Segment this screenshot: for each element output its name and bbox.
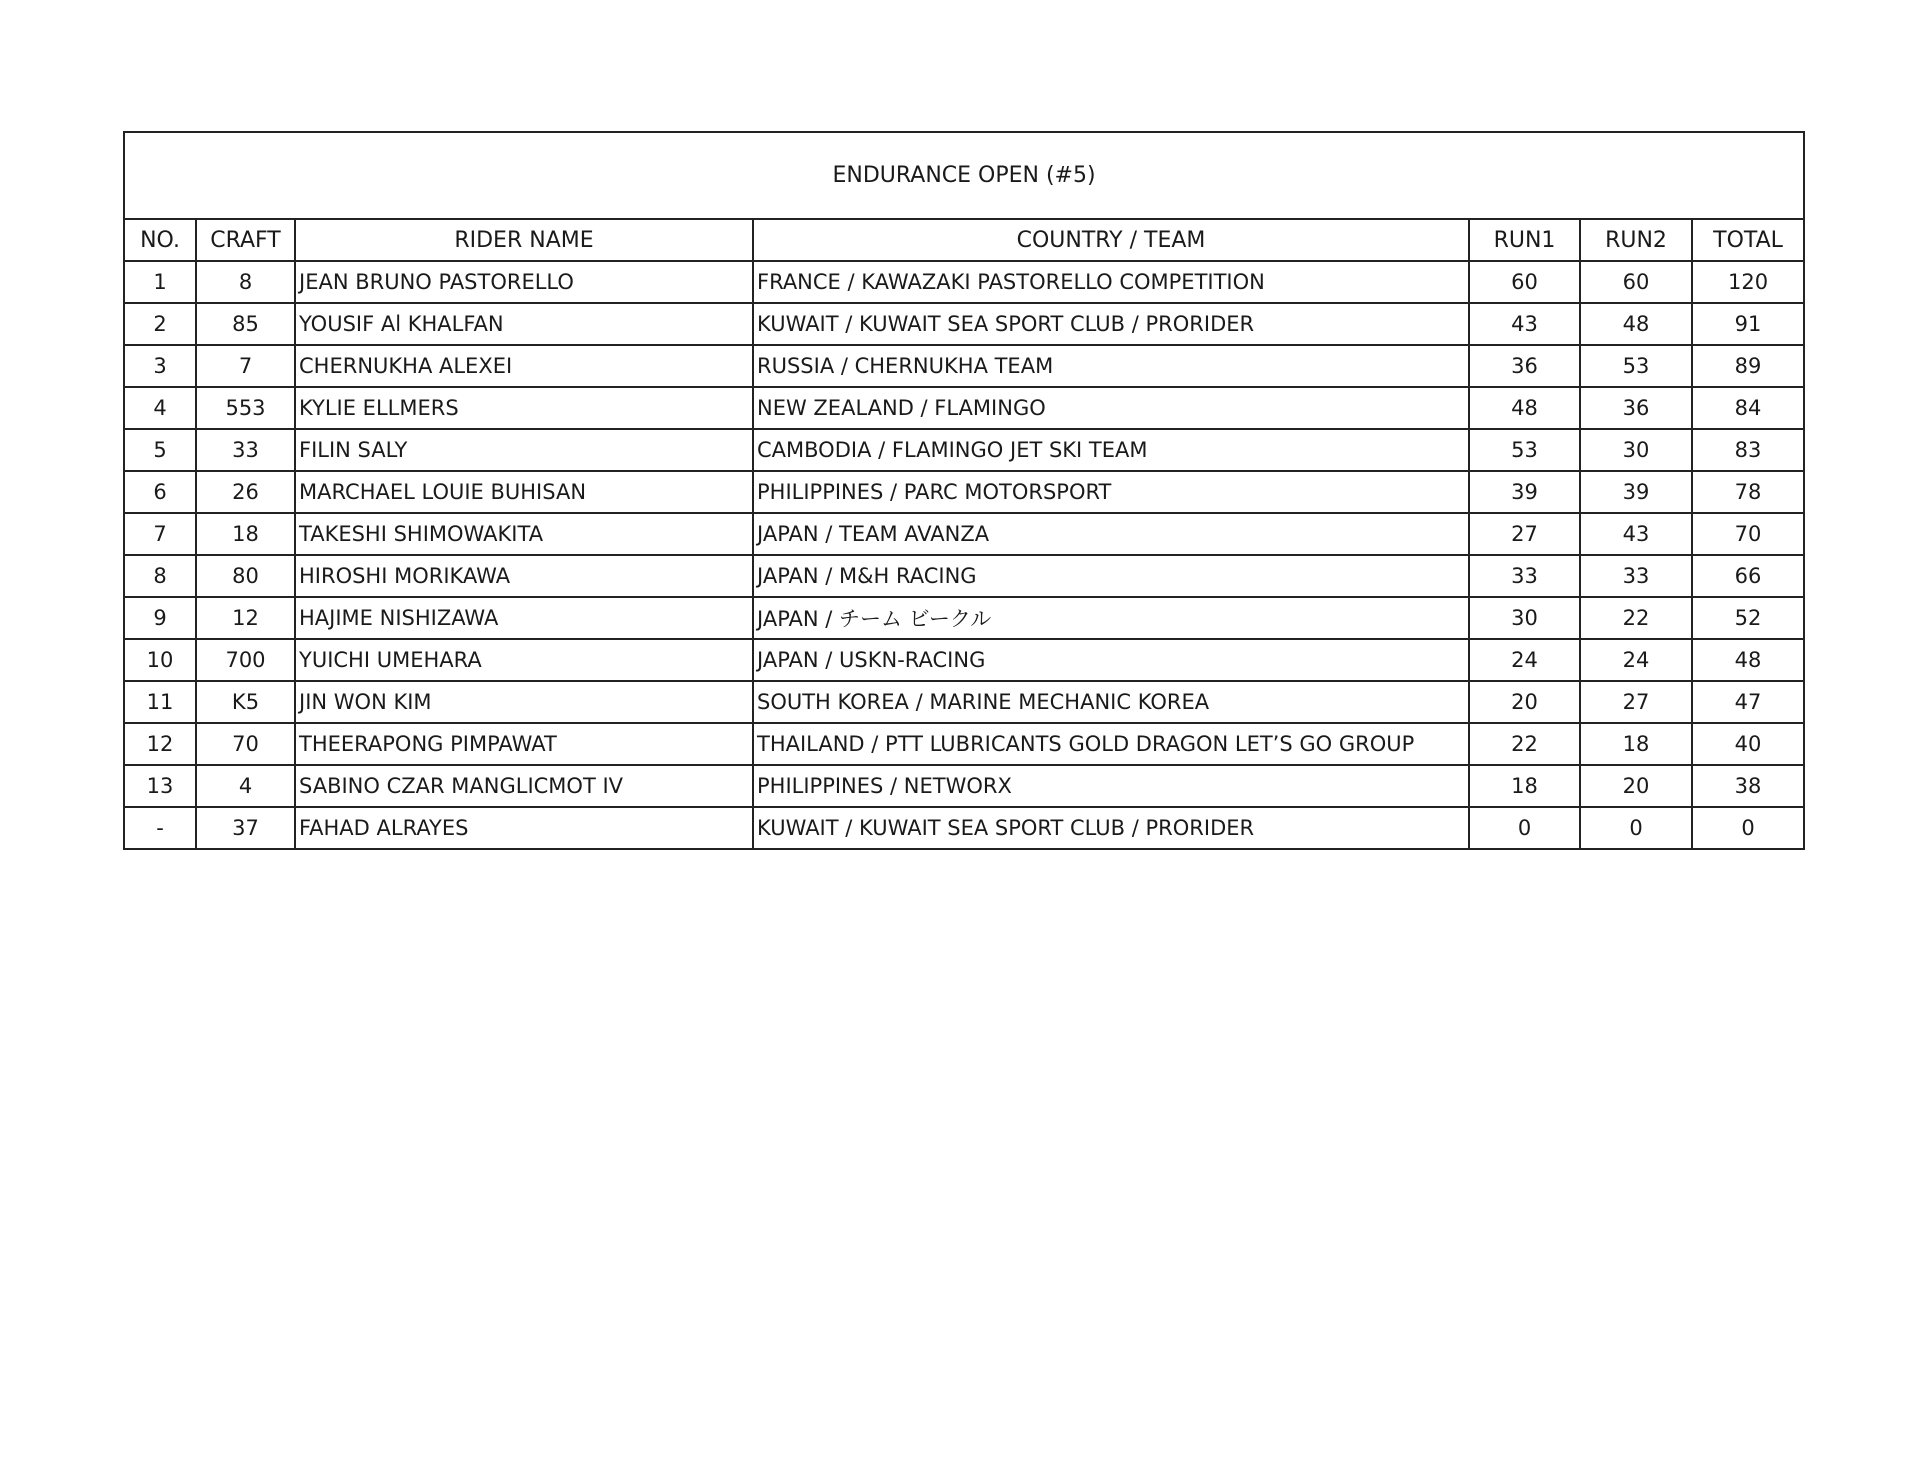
cell-no: 5 [124,429,196,471]
cell-total: 38 [1692,765,1804,807]
cell-country-team: JAPAN / チーム ビークル [753,597,1469,639]
table-row [124,765,1804,807]
table-row [124,429,1804,471]
cell-run1: 48 [1469,387,1580,429]
cell-run1: 0 [1469,807,1580,849]
cell-run1: 33 [1469,555,1580,597]
cell-no: 11 [124,681,196,723]
column-header-run1: RUN1 [1469,219,1580,261]
cell-run2: 60 [1580,261,1692,303]
cell-rider-name: KYLIE ELLMERS [295,387,753,429]
cell-total: 0 [1692,807,1804,849]
cell-rider-name: YOUSIF Al KHALFAN [295,303,753,345]
title-row [124,132,1804,219]
cell-total: 47 [1692,681,1804,723]
cell-no: 12 [124,723,196,765]
table-row [124,471,1804,513]
cell-run2: 27 [1580,681,1692,723]
table-row [124,639,1804,681]
cell-no: - [124,807,196,849]
cell-run2: 48 [1580,303,1692,345]
cell-rider-name: SABINO CZAR MANGLICMOT IV [295,765,753,807]
cell-no: 9 [124,597,196,639]
table-row [124,303,1804,345]
cell-total: 91 [1692,303,1804,345]
column-header-run2: RUN2 [1580,219,1692,261]
cell-craft: 8 [196,261,295,303]
cell-rider-name: YUICHI UMEHARA [295,639,753,681]
cell-run2: 22 [1580,597,1692,639]
cell-rider-name: HIROSHI MORIKAWA [295,555,753,597]
cell-craft: 700 [196,639,295,681]
cell-rider-name: HAJIME NISHIZAWA [295,597,753,639]
cell-run1: 39 [1469,471,1580,513]
cell-total: 40 [1692,723,1804,765]
table-row [124,597,1804,639]
table-row [124,387,1804,429]
column-header-craft: CRAFT [196,219,295,261]
cell-country-team: CAMBODIA / FLAMINGO JET SKI TEAM [753,429,1469,471]
cell-craft: 553 [196,387,295,429]
column-header-total: TOTAL [1692,219,1804,261]
cell-rider-name: THEERAPONG PIMPAWAT [295,723,753,765]
cell-no: 8 [124,555,196,597]
cell-run1: 24 [1469,639,1580,681]
cell-country-team: FRANCE / KAWAZAKI PASTORELLO COMPETITION [753,261,1469,303]
cell-country-team: KUWAIT / KUWAIT SEA SPORT CLUB / PRORIDER [753,807,1469,849]
cell-total: 83 [1692,429,1804,471]
cell-total: 120 [1692,261,1804,303]
cell-total: 66 [1692,555,1804,597]
cell-craft: 80 [196,555,295,597]
cell-run1: 27 [1469,513,1580,555]
cell-total: 89 [1692,345,1804,387]
cell-craft: 12 [196,597,295,639]
cell-run1: 30 [1469,597,1580,639]
cell-rider-name: FAHAD ALRAYES [295,807,753,849]
cell-country-team: JAPAN / M&H RACING [753,555,1469,597]
cell-total: 78 [1692,471,1804,513]
cell-run1: 22 [1469,723,1580,765]
cell-total: 70 [1692,513,1804,555]
cell-run2: 43 [1580,513,1692,555]
cell-run2: 20 [1580,765,1692,807]
cell-no: 1 [124,261,196,303]
cell-country-team: SOUTH KOREA / MARINE MECHANIC KOREA [753,681,1469,723]
cell-country-team: THAILAND / PTT LUBRICANTS GOLD DRAGON LET’S GO GROUP [753,723,1469,765]
cell-no: 4 [124,387,196,429]
column-header-row [124,219,1804,261]
cell-craft: 33 [196,429,295,471]
cell-country-team: KUWAIT / KUWAIT SEA SPORT CLUB / PRORIDER [753,303,1469,345]
cell-run1: 18 [1469,765,1580,807]
cell-no: 7 [124,513,196,555]
cell-rider-name: JEAN BRUNO PASTORELLO [295,261,753,303]
cell-run1: 20 [1469,681,1580,723]
cell-no: 3 [124,345,196,387]
cell-total: 52 [1692,597,1804,639]
cell-rider-name: JIN WON KIM [295,681,753,723]
results-body [124,261,1804,849]
cell-rider-name: FILIN SALY [295,429,753,471]
cell-total: 84 [1692,387,1804,429]
cell-craft: 7 [196,345,295,387]
cell-craft: K5 [196,681,295,723]
cell-craft: 26 [196,471,295,513]
results-table [123,131,1805,850]
table-title: ENDURANCE OPEN (#5) [124,132,1804,219]
cell-craft: 70 [196,723,295,765]
cell-run1: 43 [1469,303,1580,345]
cell-run2: 24 [1580,639,1692,681]
table-row [124,807,1804,849]
cell-country-team: PHILIPPINES / NETWORX [753,765,1469,807]
cell-run1: 53 [1469,429,1580,471]
column-header-no: NO. [124,219,196,261]
cell-craft: 18 [196,513,295,555]
cell-craft: 37 [196,807,295,849]
cell-run2: 0 [1580,807,1692,849]
cell-country-team: JAPAN / USKN-RACING [753,639,1469,681]
cell-no: 13 [124,765,196,807]
cell-total: 48 [1692,639,1804,681]
column-header-rider-name: RIDER NAME [295,219,753,261]
table-row [124,555,1804,597]
cell-run2: 30 [1580,429,1692,471]
cell-run1: 36 [1469,345,1580,387]
table-row [124,261,1804,303]
table-row [124,513,1804,555]
cell-no: 2 [124,303,196,345]
cell-craft: 4 [196,765,295,807]
cell-run1: 60 [1469,261,1580,303]
cell-run2: 36 [1580,387,1692,429]
table-row [124,681,1804,723]
cell-craft: 85 [196,303,295,345]
cell-rider-name: MARCHAEL LOUIE BUHISAN [295,471,753,513]
cell-run2: 39 [1580,471,1692,513]
table-row [124,723,1804,765]
cell-country-team: NEW ZEALAND / FLAMINGO [753,387,1469,429]
cell-rider-name: CHERNUKHA ALEXEI [295,345,753,387]
cell-rider-name: TAKESHI SHIMOWAKITA [295,513,753,555]
cell-run2: 53 [1580,345,1692,387]
table-row [124,345,1804,387]
cell-country-team: JAPAN / TEAM AVANZA [753,513,1469,555]
cell-no: 6 [124,471,196,513]
cell-run2: 18 [1580,723,1692,765]
cell-no: 10 [124,639,196,681]
column-header-country-team: COUNTRY / TEAM [753,219,1469,261]
cell-country-team: RUSSIA / CHERNUKHA TEAM [753,345,1469,387]
cell-country-team: PHILIPPINES / PARC MOTORSPORT [753,471,1469,513]
cell-run2: 33 [1580,555,1692,597]
